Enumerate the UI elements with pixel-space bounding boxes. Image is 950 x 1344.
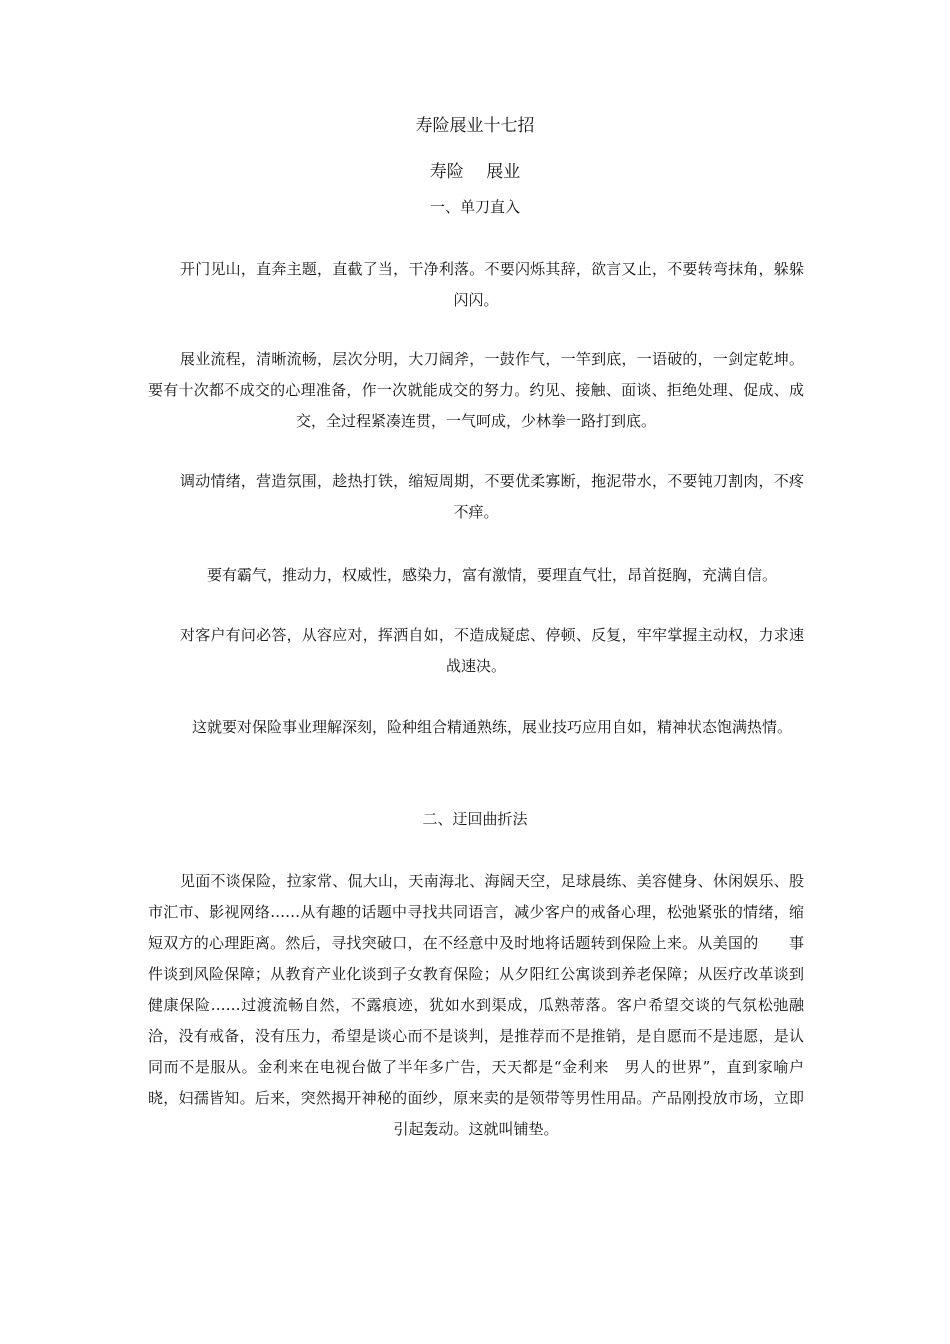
paragraph-1-4: 要有霸气，推动力，权威性，感染力，富有激情，要理直气壮，昂首挺胸，充满自信。 [206,566,777,584]
paragraph-2-1: 见面不谈保险，拉家常、侃大山，天南海北、海阔天空，足球晨练、美容健身、休闲娱乐、股市汇市、影视网络……从有趣的话题中寻找共同语言，减少客户的戒备心理，松弛紧张的情绪，缩短双方的心理距离。然后，寻找突破口，在不经意中及时地将话题转到保险上来。从美国的 事件谈到风险保障；从教育产业化谈到子女教育保险；从夕阳红公寓谈到养老保障；从医疗改革谈到健康保险……过渡流畅自然，不露痕迹，犹如水到渠成，瓜熟蒂落。客户希望交谈的气氛松弛融洽，没有戒备，没有压力，希望是谈心而不是谈判，是推荐而不是推销，是自愿而不是违愿，是认同而不是服从。金利来在电视台做了半年多广告，天天都是“金利来 男人的世界”，直到家喻户晓，妇孺皆知。后来，突然揭开神秘的面纱，原来卖的是领带等男性用品。产品刚投放市场，立即引起轰动。这就叫铺垫。 [148,872,804,1138]
paragraph-1-3: 调动情绪，营造氛围，趁热打铁，缩短周期，不要优柔寡断，拖泥带水，不要钝刀割肉，不疼不痒。 [180,472,804,521]
section-heading-1: 一、单刀直入 [429,198,520,216]
document-title: 寿险展业十七招 [415,116,535,136]
document-keywords: 寿险 展业 [429,162,521,182]
paragraph-1-5: 对客户有问必答，从容应对，挥洒自如，不造成疑虑、停顿、反复，牢牢掌握主动权，力求速战速决。 [180,626,804,675]
paragraph-1-1: 开门见山，直奔主题，直截了当，干净利落。不要闪烁其辞，欲言又止，不要转弯抹角，躲躲闪闪。 [180,260,804,309]
section-heading-2: 二、迂回曲折法 [422,810,528,828]
paragraph-1-6: 这就要对保险事业理解深刻，险种组合精通熟练，展业技巧应用自如，精神状态饱满热情。 [191,718,792,736]
paragraph-1-2: 展业流程，清晰流畅，层次分明，大刀阔斧，一鼓作气，一竿到底，一语破的，一剑定乾坤。要有十次都不成交的心理准备，作一次就能成交的努力。约见、接触、面谈、拒绝处理、促成、成交，全过程紧凑连贯，一气呵成，少林拳一路打到底。 [148,350,804,430]
